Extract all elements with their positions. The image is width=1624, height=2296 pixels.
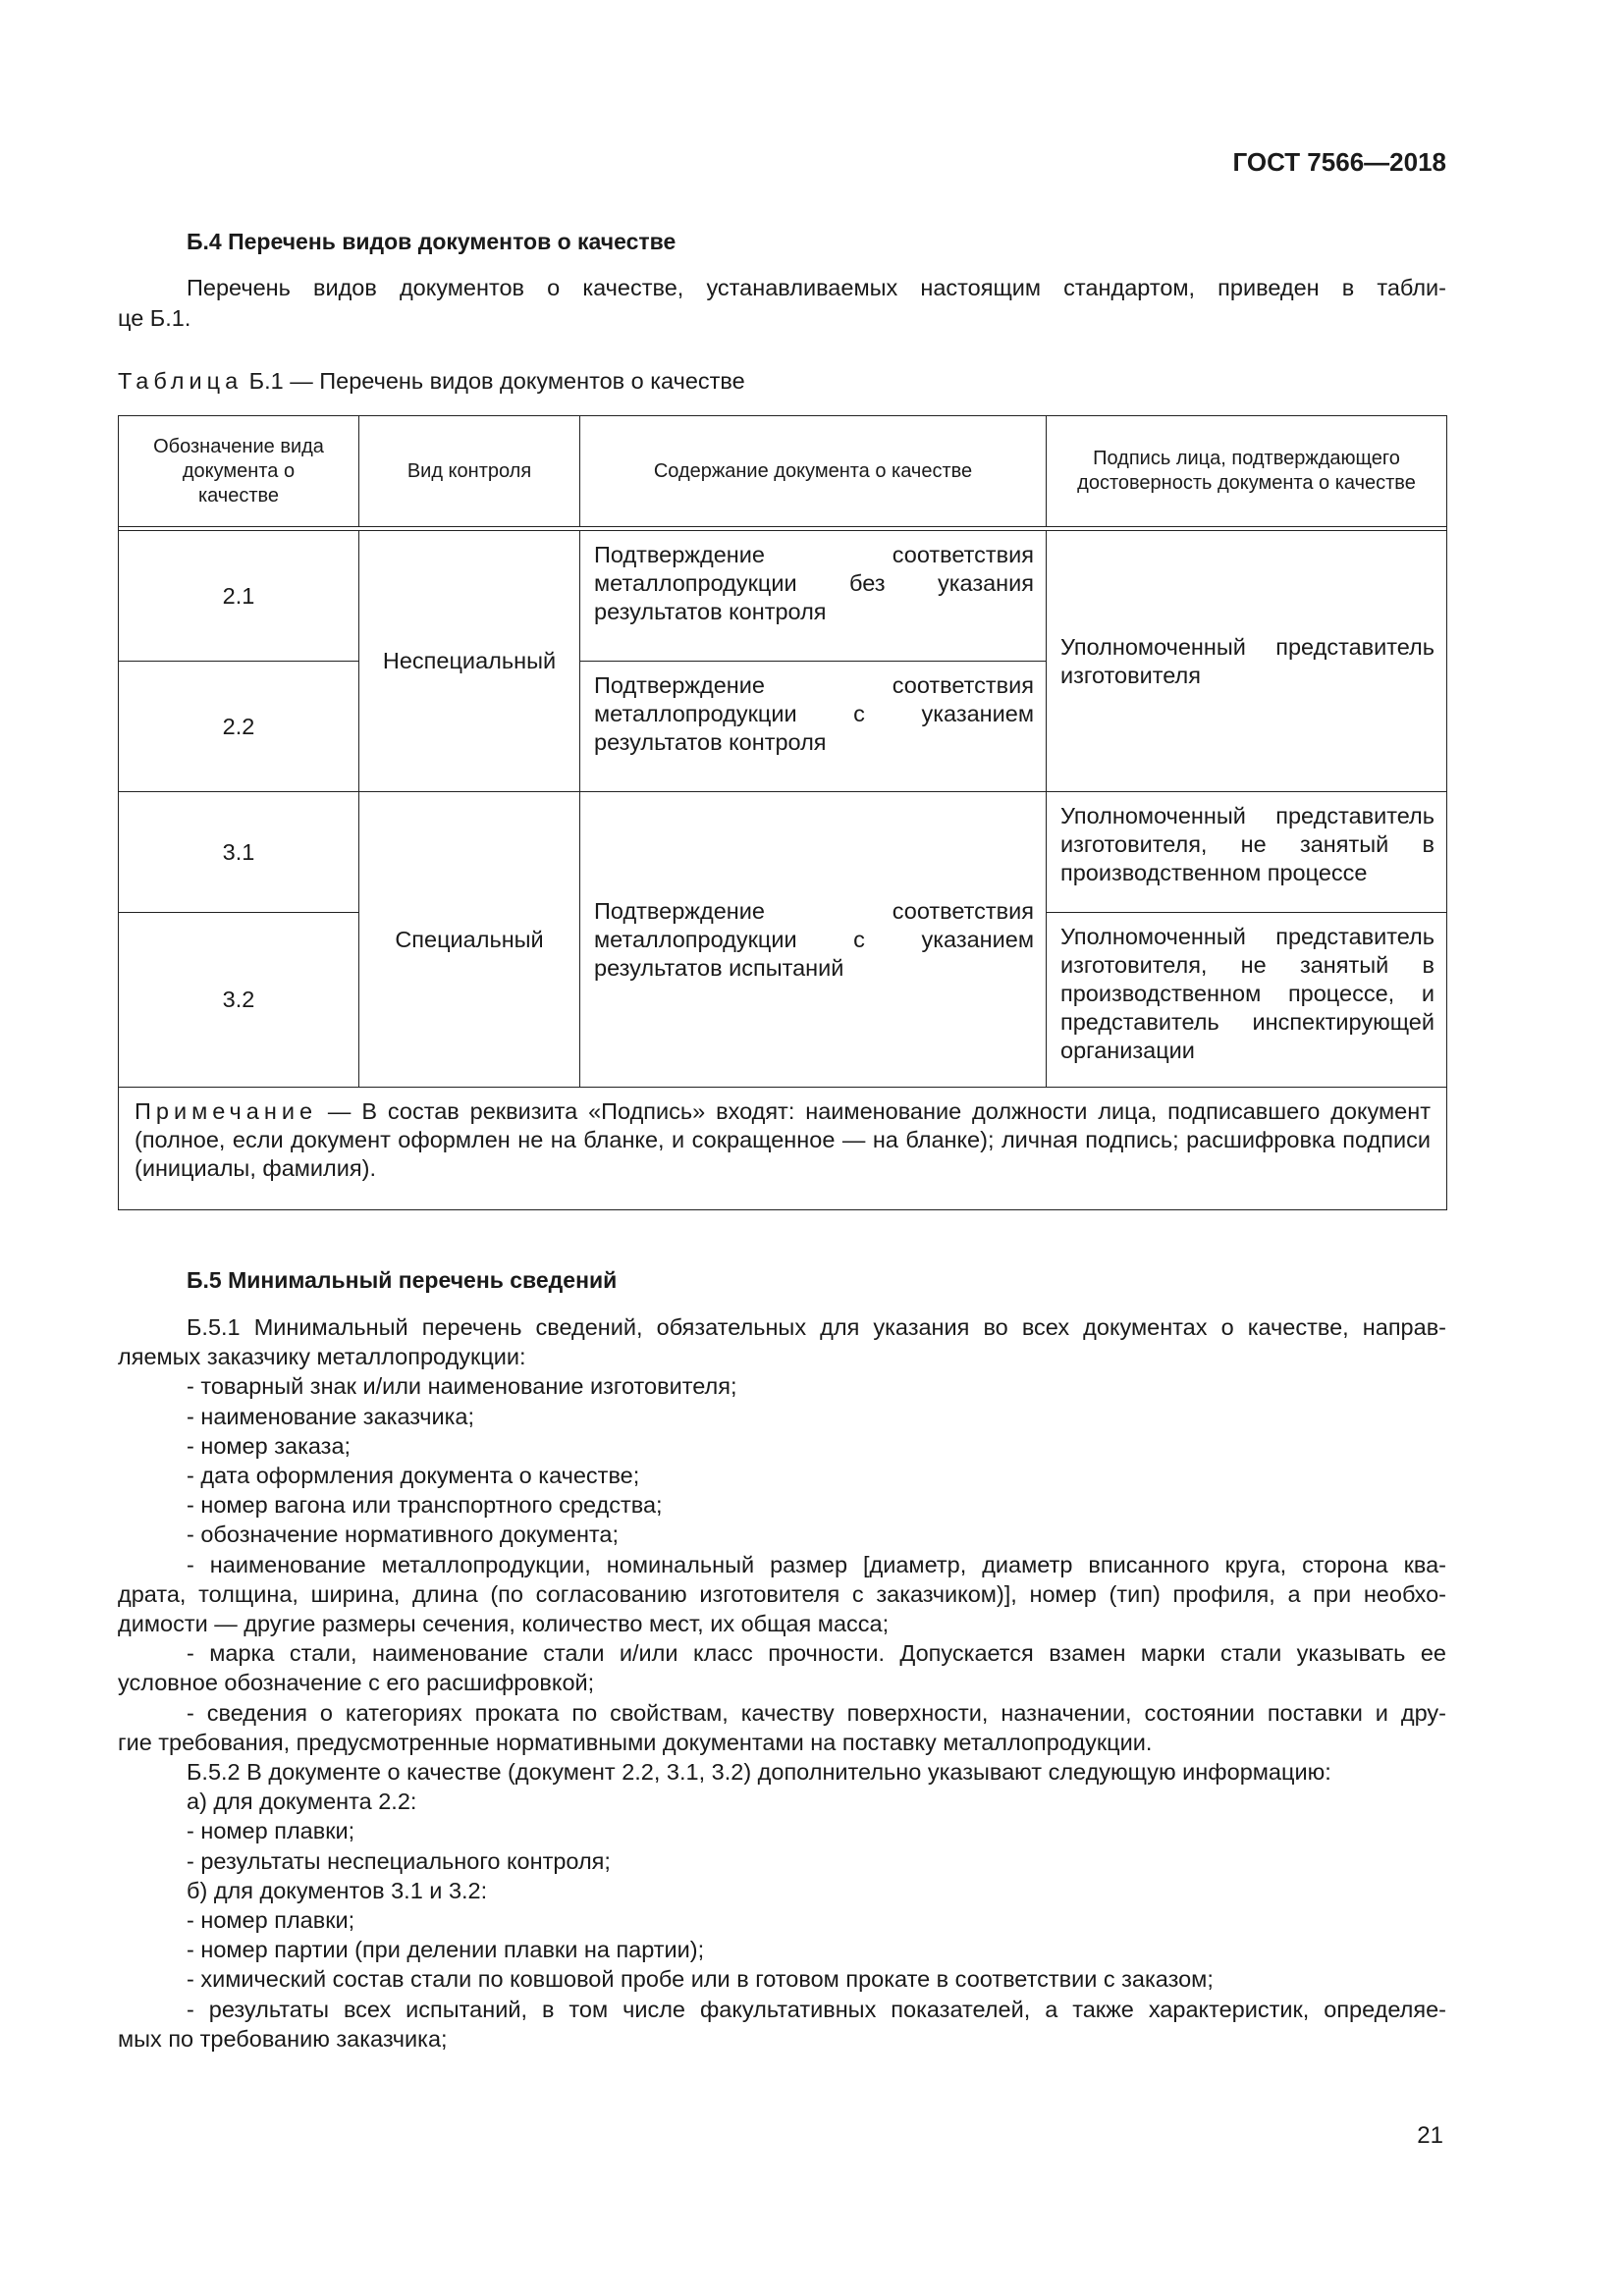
signature-cell: Уполномоченный представитель изготовителя, не занятый в производственном процессе [1047,792,1447,913]
text-line: димости — другие размеры сечения, количество мест, их общая масса; [118,1611,890,1637]
table-caption-label: Таблица [118,368,244,394]
header-control-type: Вид контроля [359,416,580,527]
table-row [119,531,1447,662]
header-doc-content: Содержание документа о качестве [580,416,1047,527]
section-b4-title: Б.4 Перечень видов документов о качестве [187,229,677,254]
list-item: - марка стали, наименование стали и/или класс прочности. Допускается взамен марки стали указывать ее [187,1640,1446,1667]
list-item: - обозначение нормативного документа; [187,1522,620,1548]
text-line: драта, толщина, ширина, длина (по согласованию изготовителя с заказчиком)], номер (тип) профиля, а при необхо- [118,1580,1446,1607]
list-item: - результаты неспециального контроля; [187,1847,611,1874]
header-signature: Подпись лица, подтверждающего достоверность документа о качестве [1047,416,1447,527]
list-item: - дата оформления документа о качестве; [187,1463,640,1489]
table-header-row [119,416,1447,527]
list-item: - номер вагона или транспортного средства; [187,1492,663,1519]
doc-code-cell: 2.1 [119,531,359,662]
section-b4-paragraph [118,273,1446,333]
text-line: гие требования, предусмотренные нормативными документами на поставку металлопродукции. [118,1729,1153,1755]
text-line: ляемых заказчику металлопродукции: [118,1344,526,1370]
list-item: - сведения о категориях проката по свойствам, качеству поверхности, назначении, состоянии поставки и дру- [187,1699,1446,1726]
list-item: а) для документа 2.2: [187,1789,417,1815]
control-type-cell: Специальный [359,792,580,1088]
note-text: — В состав реквизита «Подпись» входят: наименование должности лица, подписавшего документ (полное, если документ оформлен не на бланке, и сокращенное — на бланке); личная подпись; расшифровка подписи (инициалы, фамилия). [135,1098,1431,1181]
text-line: условное обозначение с его расшифровкой; [118,1670,595,1696]
doc-code-cell: 3.2 [119,913,359,1088]
table-caption-text: Б.1 — Перечень видов документов о качестве [243,368,745,394]
signature-cell: Уполномоченный представитель изготовителя [1047,531,1447,792]
list-item: - товарный знак и/или наименование изготовителя; [187,1373,737,1400]
control-type-cell: Неспециальный [359,531,580,792]
list-item: б) для документов 3.1 и 3.2: [187,1877,488,1903]
page-number: 21 [1417,2122,1443,2149]
list-item: - наименование заказчика; [187,1403,475,1429]
text-line: мых по требованию заказчика; [118,2025,448,2052]
section-b5-title: Б.5 Минимальный перечень сведений [187,1267,618,1293]
content-cell: Подтверждение соответствия металлопродукции с указанием результатов контроля [580,662,1047,792]
text-line: Б.5.2 В документе о качестве (документ 2.2, 3.1, 3.2) дополнительно указывают следующую информацию: [187,1759,1331,1786]
document-code: ГОСТ 7566—2018 [1232,147,1446,177]
list-item: - наименование металлопродукции, номинальный размер [диаметр, диаметр вписанного круга, сторона ква- [187,1551,1446,1577]
list-item: - результаты всех испытаний, в том числе факультативных показателей, а также характеристик, определяе- [187,1996,1446,2022]
text-line: Б.5.1 Минимальный перечень сведений, обязательных для указания во всех документах о качестве, направ- [187,1314,1446,1340]
table-row [119,792,1447,913]
header-doc-designation: Обозначение вида документа о качестве [119,416,359,527]
paragraph-line: це Б.1. [118,304,191,331]
list-item: - номер партии (при делении плавки на партии); [187,1937,705,1963]
signature-cell: Уполномоченный представитель изготовителя, не занятый в производственном процессе, и представитель инспектирующей организации [1047,913,1447,1088]
section-b5-body [118,1312,1446,2054]
list-item: - номер плавки; [187,1907,355,1934]
table-caption [118,367,745,395]
table-note [119,1088,1447,1210]
note-label: Примечание [135,1098,318,1124]
content-cell: Подтверждение соответствия металлопродукции с указанием результатов испытаний [580,792,1047,1088]
paragraph-line: Перечень видов документов о качестве, устанавливаемых настоящим стандартом, приведен в табли- [187,275,1446,300]
quality-documents-table [118,415,1447,1210]
content-cell: Подтверждение соответствия металлопродукции без указания результатов контроля [580,531,1047,662]
list-item: - номер заказа; [187,1432,352,1459]
list-item: - номер плавки; [187,1818,355,1844]
list-item: - химический состав стали по ковшовой пробе или в готовом прокате в соответствии с заказом; [187,1966,1214,1993]
table-note-row [119,1088,1447,1210]
doc-code-cell: 3.1 [119,792,359,913]
doc-code-cell: 2.2 [119,662,359,792]
